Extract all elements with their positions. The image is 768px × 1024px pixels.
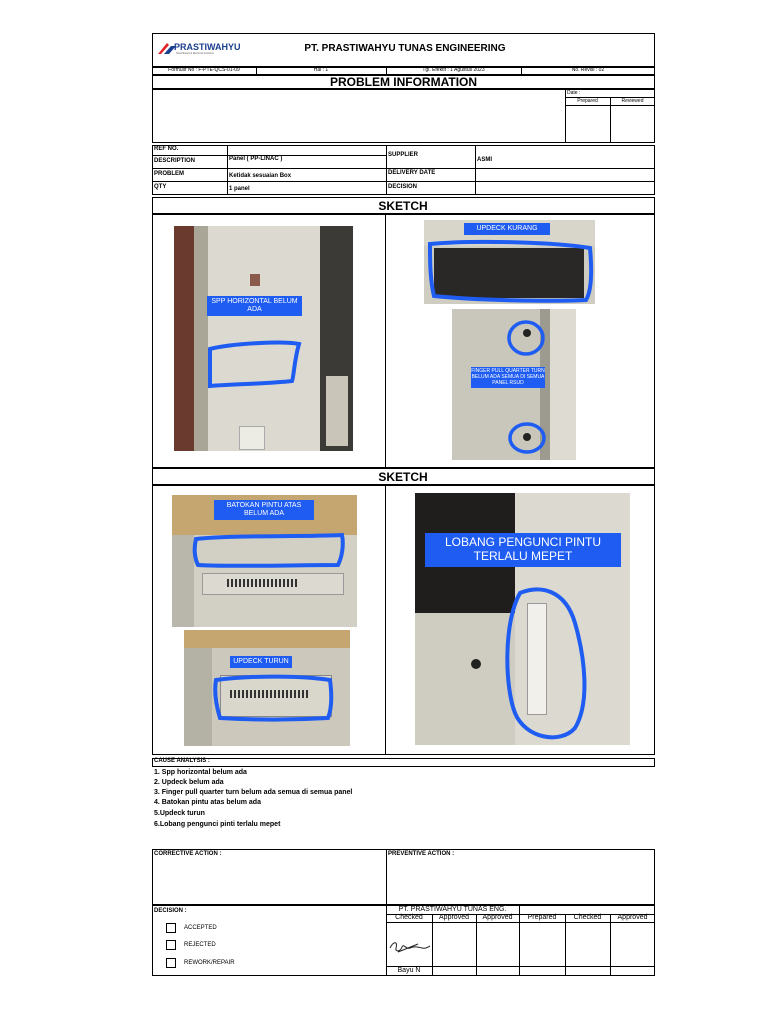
date-label: Date : xyxy=(567,90,581,96)
ref-no-label: REF NO. xyxy=(154,146,179,152)
cause-analysis-label: CAUSE ANALYSIS : xyxy=(154,758,210,764)
cause-item-1: 1. Spp horizontal belum ada xyxy=(154,769,247,776)
photo-spp-horizontal xyxy=(174,226,353,451)
accepted-checkbox[interactable] xyxy=(166,923,176,933)
signoff-checked-2: Checked xyxy=(573,914,602,921)
cause-analysis-header xyxy=(152,758,655,767)
finger-pull-label: FINGER PULL QUARTER TURN BELUM ADA SEMUA DI SEMUA PANEL RSUD xyxy=(471,367,545,388)
signoff-approved: Approved xyxy=(439,914,469,921)
signoff-company: PT. PRASTIWAHYU TUNAS ENG. xyxy=(398,906,507,913)
revision-number: No. Revisi : 02 xyxy=(571,67,605,73)
decision-label: DECISION : xyxy=(154,908,187,914)
company-name: PT. PRASTIWAHYU TUNAS ENGINEERING xyxy=(304,43,506,54)
updeck-turun-circle-annotation xyxy=(184,630,350,746)
problem-label: PROBLEM xyxy=(154,171,184,177)
preventive-action-label: PREVENTIVE ACTION : xyxy=(388,851,455,857)
photo-batokan-pintu xyxy=(172,495,357,627)
batokan-annotation-label: BATOKAN PINTU ATAS BELUM ADA xyxy=(214,500,314,520)
signoff-prepared: Prepared xyxy=(527,914,557,921)
photo-finger-pull xyxy=(452,309,576,460)
effective-date: Tgl. Efektif : 1 Agustus 2023 xyxy=(422,67,485,73)
updeck-turun-label: UPDECK TURUN xyxy=(230,656,292,668)
cause-item-4: 4. Batokan pintu atas belum ada xyxy=(154,799,261,806)
qty-label: QTY xyxy=(154,184,167,190)
cause-item-2: 2. Updeck belum ada xyxy=(154,779,224,786)
corrective-action-label: CORRECTIVE ACTION : xyxy=(154,851,222,857)
signoff-approved-3: Approved xyxy=(617,914,648,921)
photo-lobang-pengunci xyxy=(415,493,630,745)
accepted-label: ACCEPTED xyxy=(184,925,217,931)
decision-label-info: DECISION xyxy=(388,184,418,190)
cause-item-3: 3. Finger pull quarter turn belum ada semua di semua panel xyxy=(154,789,353,796)
qty-value: 1 panel xyxy=(229,186,250,192)
delivery-date-label: DELIVERY DATE xyxy=(388,170,436,176)
sketch1-heading: SKETCH xyxy=(378,199,428,213)
logo-tagline: Switchboard & Electrical Solutions xyxy=(176,52,214,55)
lobang-annotation-label: LOBANG PENGUNCI PINTU TERLALU MEPET xyxy=(425,533,621,567)
rework-checkbox[interactable] xyxy=(166,958,176,968)
rework-label: REWORK/REPAIR xyxy=(184,960,235,966)
updeck-kurang-label: UPDECK KURANG xyxy=(464,223,550,235)
spp-annotation-label: SPP HORIZONTAL BELUM ADA xyxy=(207,296,302,316)
form-number: Formulir No : F-PTE-QCS-01-09 xyxy=(168,67,240,73)
signoff-approved-2: Approved xyxy=(482,914,513,921)
rejected-label: REJECTED xyxy=(184,942,216,948)
page-title: PROBLEM INFORMATION xyxy=(329,75,478,89)
rejected-checkbox[interactable] xyxy=(166,940,176,950)
reviewed-label: Reviewed xyxy=(621,98,644,104)
logo-text: PRASTIWAHYU xyxy=(174,42,241,52)
page-number: Hal : 1 xyxy=(313,67,329,73)
photo-updeck-turun xyxy=(184,630,350,746)
description-value: Panel ( PP-LINAC ) xyxy=(229,156,283,162)
supplier-value: ASMI xyxy=(477,157,492,163)
supplier-label: SUPPLIER xyxy=(388,152,419,158)
cause-item-5: 5.Updeck turun xyxy=(154,810,205,817)
cause-item-6: 6.Lobang pengunci pinti terlalu mepet xyxy=(154,821,281,828)
photo-updeck-kurang xyxy=(424,220,595,304)
problem-value: Ketidak sesuaian Box xyxy=(229,173,292,179)
description-label: DESCRIPTION xyxy=(154,158,196,164)
handwritten-signature xyxy=(388,938,432,956)
signoff-name: Bayu N xyxy=(397,967,421,974)
action-box xyxy=(152,849,655,905)
spp-circle-annotation xyxy=(174,226,353,451)
lobang-circle-annotation xyxy=(415,493,630,745)
sketch2-heading: SKETCH xyxy=(378,470,428,484)
prepared-label: Prepared xyxy=(577,98,598,104)
company-logo xyxy=(157,39,247,59)
signoff-checked: Checked xyxy=(395,914,423,921)
